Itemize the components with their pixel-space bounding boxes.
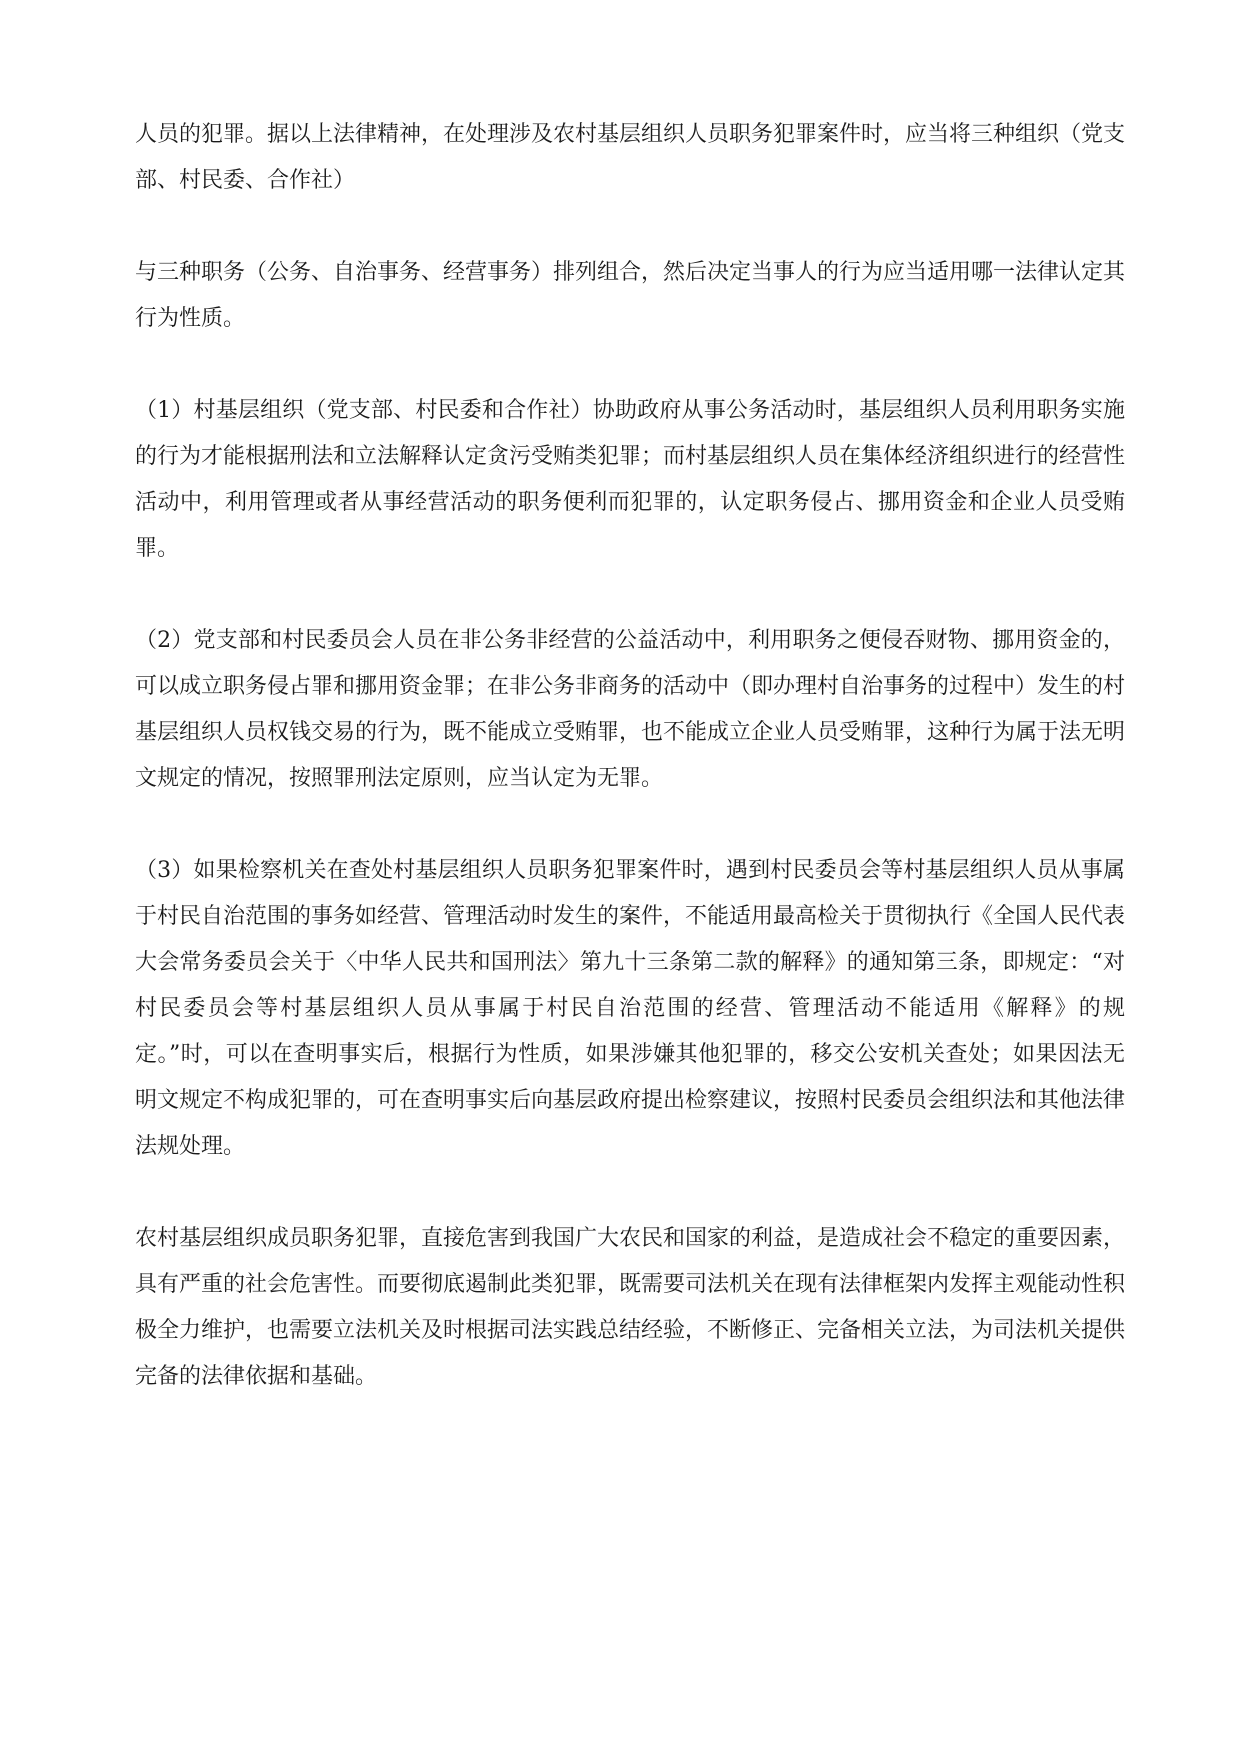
paragraph-combination: 与三种职务（公务、自治事务、经营事务）排列组合，然后决定当事人的行为应当适用哪一法律认定其行为性质。 xyxy=(135,260,1126,331)
paragraph-item-2: （2）党支部和村民委员会人员在非公务非经营的公益活动中，利用职务之便侵吞财物、挪用资金的，可以成立职务侵占罪和挪用资金罪；在非公务非商务的活动中（即办理村自治事务的过程中）发生的村基层组织人员权钱交易的行为，既不能成立受贿罪，也不能成立企业人员受贿罪，这种行为属于法无明文规定的情况，按照罪刑法定原则，应当认定为无罪。 xyxy=(135,628,1126,791)
paragraph-item-3: （3）如果检察机关在查处村基层组织人员职务犯罪案件时，遇到村民委员会等村基层组织人员从事属于村民自治范围的事务如经营、管理活动时发生的案件，不能适用最高检关于贯彻执行《全国人民代表大会常务委员会关于〈中华人民共和国刑法〉第九十三条第二款的解释》的通知第三条，即规定：“对村民委员会等村基层组织人员从事属于村民自治范围的经营、管理活动不能适用《解释》的规定。”时，可以在查明事实后，根据行为性质，如果涉嫌其他犯罪的，移交公安机关查处；如果因法无明文规定不构成犯罪的，可在查明事实后向基层政府提出检察建议，按照村民委员会组织法和其他法律法规处理。 xyxy=(135,858,1126,1159)
paragraph-conclusion: 农村基层组织成员职务犯罪，直接危害到我国广大农民和国家的利益，是造成社会不稳定的重要因素，具有严重的社会危害性。而要彻底遏制此类犯罪，既需要司法机关在现有法律框架内发挥主观能动性积极全力维护，也需要立法机关及时根据司法实践总结经验，不断修正、完备相关立法，为司法机关提供完备的法律依据和基础。 xyxy=(135,1226,1126,1389)
document-body xyxy=(135,112,1125,1400)
paragraph-item-1: （1）村基层组织（党支部、村民委和合作社）协助政府从事公务活动时，基层组织人员利用职务实施的行为才能根据刑法和立法解释认定贪污受贿类犯罪；而村基层组织人员在集体经济组织进行的经营性活动中，利用管理或者从事经营活动的职务便利而犯罪的，认定职务侵占、挪用资金和企业人员受贿罪。 xyxy=(135,398,1126,561)
paragraph-continuation: 人员的犯罪。据以上法律精神，在处理涉及农村基层组织人员职务犯罪案件时，应当将三种组织（党支部、村民委、合作社） xyxy=(135,122,1126,193)
